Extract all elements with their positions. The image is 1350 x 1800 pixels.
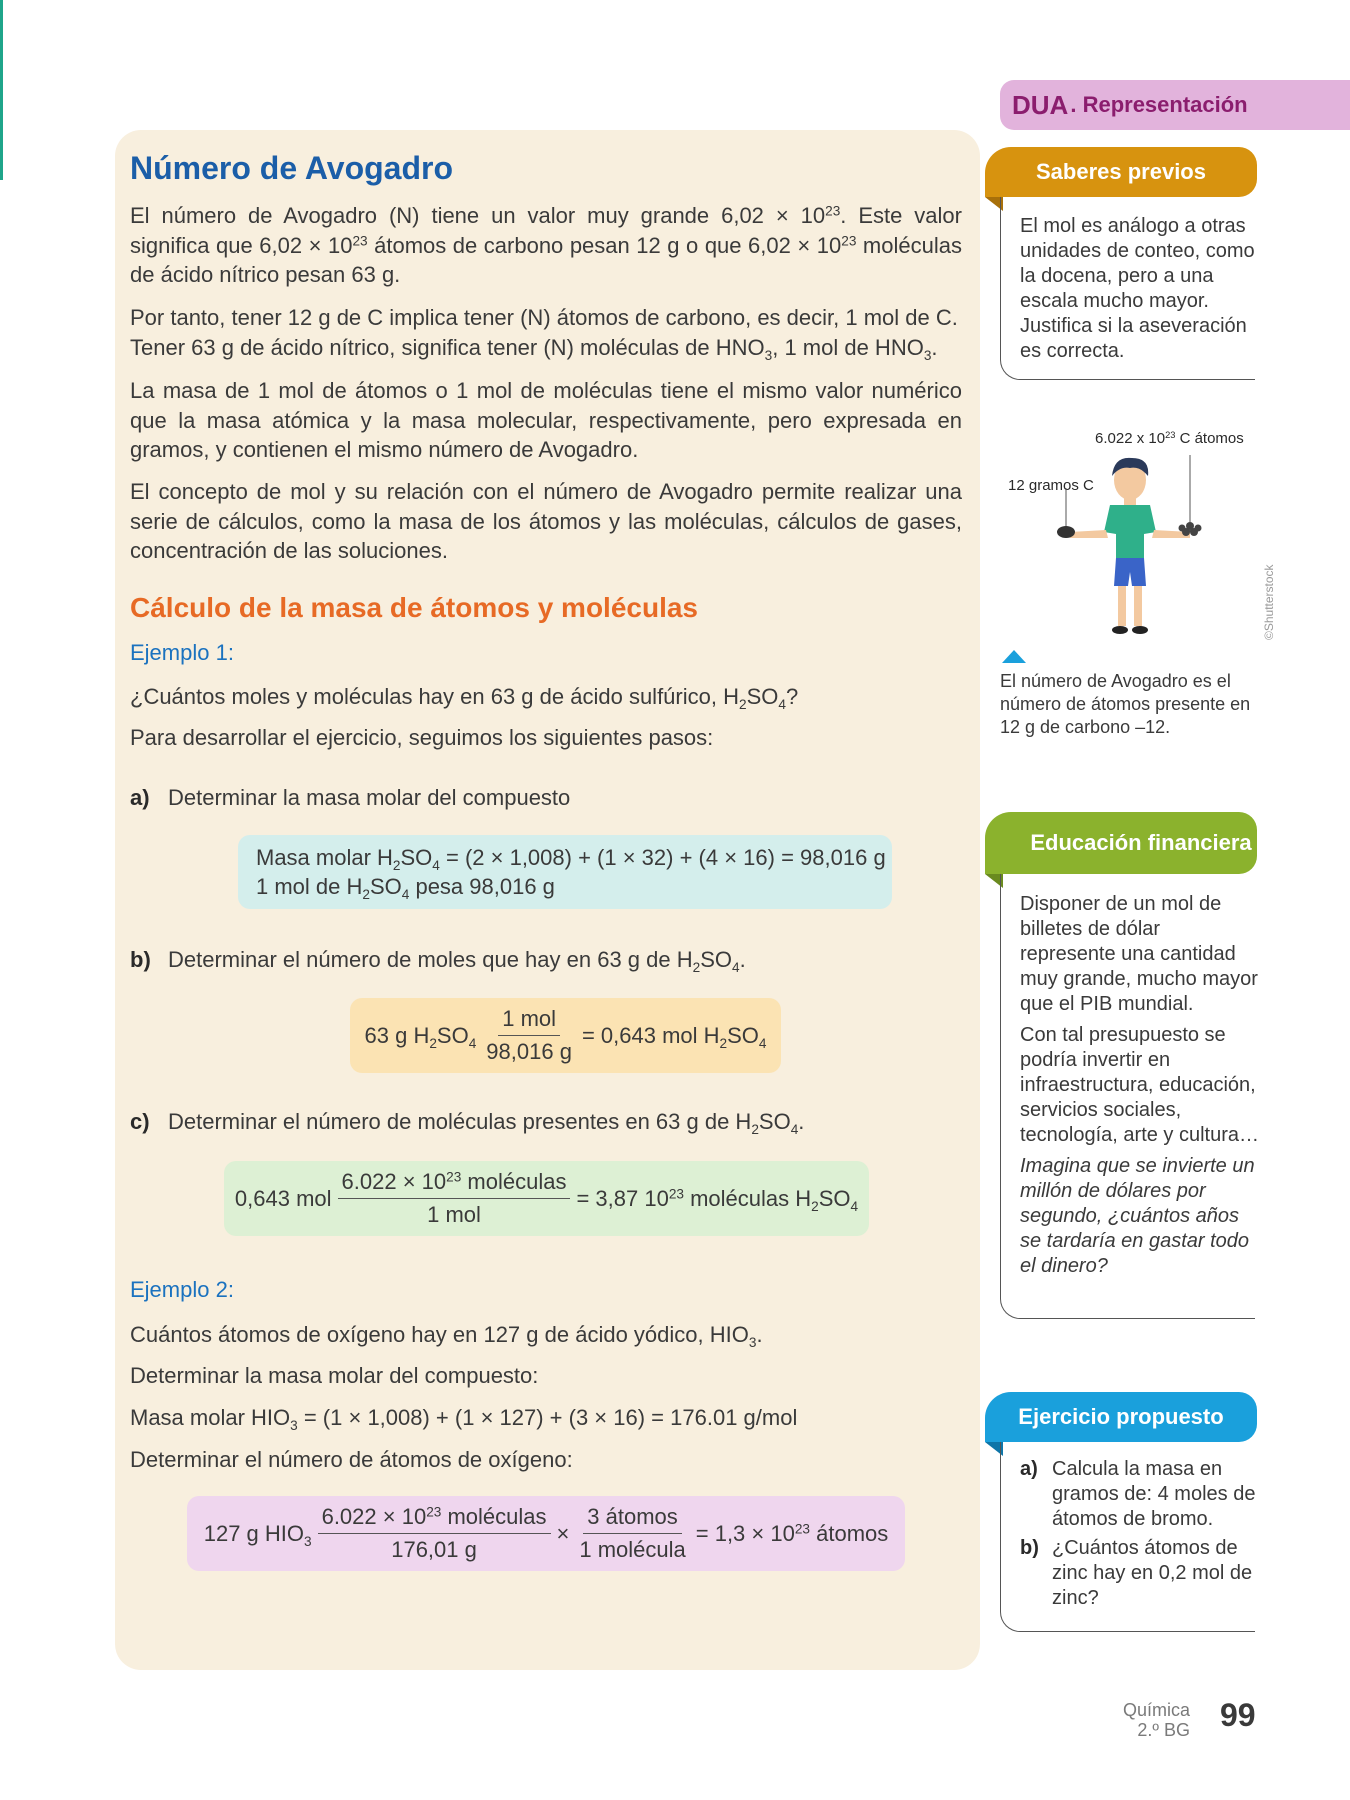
boy-shoe-right (1132, 626, 1148, 634)
fraction: $\frac{6.022 \times 10^{23} moléculas}{\text{1 mol}}$ (338, 1169, 571, 1228)
carbon-lump (1057, 526, 1075, 538)
formula-box-c: 0,643 mol $\frac{6.022 \times 10^{23} moléculas}{\text{1 mol}}$ = 3,87 $10^{23}$ moléculas $H_2SO_4$ (224, 1161, 869, 1236)
fraction: $\frac{6.022 \times 10^{23} moléculas}{176,01 g}$ (318, 1504, 551, 1563)
caption-pointer-icon (1002, 650, 1026, 663)
ejercicio-propuesto-header: Ejercicio propuesto (985, 1392, 1257, 1442)
boy-shoe-left (1112, 626, 1128, 634)
example-2-question: Cuántos átomos de oxígeno hay en 127 g de ácido yódico, $HIO_3$. (130, 1322, 763, 1350)
formula-box-example-2: 127 g $HIO_3$ $\frac{6.022 \times 10^{23} moléculas}{176,01 g}$ × $\frac{\text{3 átomos}}{\text{1 molécula}}$ = $1,3 \times 10^{23}$ átomos (187, 1496, 905, 1571)
boy-shorts (1114, 558, 1146, 586)
boy-shirt (1104, 505, 1156, 560)
boy-holding-carbon-illustration (1040, 450, 1220, 650)
saberes-previos-header: Saberes previos (985, 147, 1257, 197)
formula-box-a: Masa molar $H_2SO_4 = (2 \times 1,008) + (1 \times 32) + (4 \times 16) = 98,016$ g 1 mol de $H_2SO_4$ pesa 98,016 g (238, 835, 892, 909)
exercise-item: a) Calcula la masa en gramos de: 4 moles de átomos de bromo. (1020, 1458, 1256, 1530)
example-1-question: ¿Cuántos moles y moléculas hay en 63 g de ácido sulfúrico, $H_2SO_4$? (130, 684, 799, 712)
step-b: b) Determinar el número de moles que hay en 63 g de $H_2SO_4$. (130, 947, 746, 975)
exercise-item: b) ¿Cuántos átomos de zinc hay en 0,2 mol de zinc? (1020, 1537, 1253, 1609)
paragraph-1: El número de Avogadro (N) tiene un valor muy grande $6,02 \times 10^{23}$. Este valor significa que $6,02 \times 10^{23}$ átomos de carbono pesan 12 g o que $6,02 \times 10^{23}$ moléculas de ácido nítrico pesan 63 g. (130, 203, 962, 287)
section-title: Cálculo de la masa de átomos y moléculas (130, 592, 698, 623)
boy-left-arm (1070, 530, 1108, 538)
fraction: $\frac{\text{3 átomos}}{\text{1 molécula}}$ (579, 1504, 686, 1562)
photo-credit: ©Shutterstock (1262, 564, 1276, 640)
figure-caption: El número de Avogadro es el número de átomos presente en 12 g de carbono –12. (1000, 671, 1251, 737)
example-1-label: Ejemplo 1: (130, 640, 234, 665)
example-2-label: Ejemplo 2: (130, 1277, 234, 1302)
page-title: Número de Avogadro (130, 150, 453, 186)
figure-label-atoms: 6.022 x $10^{23}$ C átomos (1095, 429, 1244, 447)
fraction: $\frac{\text{1 mol}}{98,016 g}$ (486, 1006, 572, 1064)
page-edge-line (0, 0, 3, 180)
educacion-financiera-text: Disponer de un mol de billetes de dólar represente una cantidad muy grande, mucho mayor que el PIB mundial. Con tal presupuesto se podría invertir en infraestructura, educación, servicios sociales, tecnología, arte y cultura… Imagina que se invierte un millón de dólares por segundo, ¿cuántos años se tardaría en gastar todo el dinero? (1020, 893, 1260, 1277)
formula-box-b: 63 g $H_2SO_4$ $\frac{\text{1 mol}}{98,016 g}$ = 0,643 mol $H_2SO_4$ (350, 998, 781, 1073)
educacion-financiera-header: Educación financiera (985, 812, 1257, 874)
paragraph-3: La masa de 1 mol de átomos o 1 mol de moléculas tiene el mismo valor numérico que la masa atómica y la masa molecular, respectivamente, pero expresada en gramos, y contienen el mismo número de Avogadro. (130, 378, 962, 462)
page-number: 99 (1220, 1697, 1256, 1733)
figure-label-grams: 12 gramos C (1008, 477, 1094, 494)
step-c: c) Determinar el número de moléculas presentes en 63 g de $H_2SO_4$. (130, 1109, 805, 1137)
dua-banner: DUA . Representación (1000, 80, 1350, 130)
example-2-line-2: Determinar la masa molar del compuesto: (130, 1363, 539, 1388)
paragraph-2: Por tanto, tener 12 g de C implica tener (N) átomos de carbono, es decir, 1 mol de C. Tener 63 g de ácido nítrico, significa tener (N) moléculas de $HNO_3$, 1 mol de $HNO_3$. (130, 305, 958, 363)
example-1-intro: Para desarrollar el ejercicio, seguimos los siguientes pasos: (130, 725, 714, 750)
step-a: a) Determinar la masa molar del compuesto (130, 785, 571, 810)
paragraph-4: El concepto de mol y su relación con el número de Avogadro permite realizar una serie de cálculos, como la masa de los átomos y las moléculas, cálculos de gases, concentración de las soluciones. (130, 479, 962, 563)
example-2-line-3: Masa molar $HIO_3 = (1 \times 1,008) + (1 \times 127) + (3 \times 16) = 176.01$ g/mol (130, 1405, 798, 1433)
example-2-line-4: Determinar el número de átomos de oxígeno: (130, 1447, 573, 1472)
ejercicio-propuesto-list (1020, 1457, 1260, 1615)
footer-subject: Química 2.º BG (1122, 1700, 1190, 1740)
saberes-previos-text: El mol es análogo a otras unidades de conteo, como la docena, pero a una escala mucho mayor. Justifica si la aseveración es correcta. (1020, 215, 1255, 362)
